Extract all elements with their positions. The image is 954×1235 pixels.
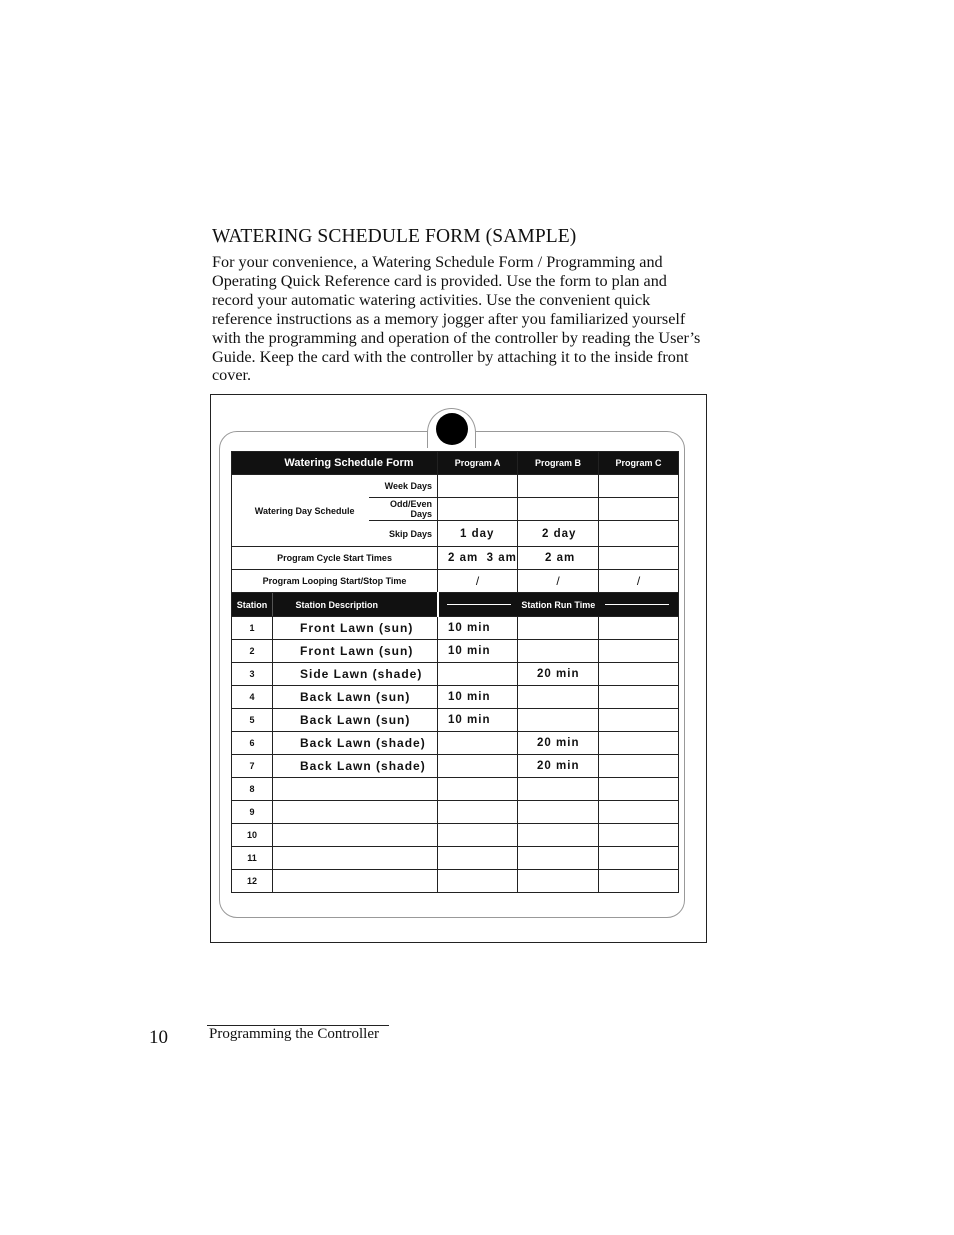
run-time-program-b[interactable]: [518, 801, 599, 824]
skip-days-b[interactable]: 2 day: [518, 521, 599, 547]
run-time-program-a[interactable]: 10 min: [438, 617, 518, 640]
station-number: 2: [232, 640, 273, 663]
run-time-program-c[interactable]: [599, 686, 679, 709]
station-number: 7: [232, 755, 273, 778]
week-days-a[interactable]: [438, 475, 518, 498]
run-time-program-c[interactable]: [599, 870, 679, 893]
section-heading: WATERING SCHEDULE FORM (SAMPLE): [212, 226, 577, 247]
run-time-program-c[interactable]: [599, 663, 679, 686]
runtime-header: [438, 593, 679, 617]
run-time-program-a[interactable]: [438, 663, 518, 686]
program-a-header: Program A: [438, 452, 518, 475]
footer-section-title: Programming the Controller: [209, 1026, 379, 1042]
station-row: [232, 686, 679, 709]
watering-schedule-table: [231, 451, 679, 893]
station-row: [232, 870, 679, 893]
station-row: [232, 778, 679, 801]
cycle-start-c[interactable]: [599, 547, 679, 570]
form-title: Watering Schedule Form: [232, 452, 438, 475]
run-time-program-b[interactable]: [518, 778, 599, 801]
week-days-label: Week Days: [369, 475, 438, 498]
run-time-program-c[interactable]: [599, 755, 679, 778]
run-time-program-b[interactable]: [518, 617, 599, 640]
run-time-program-b[interactable]: 20 min: [518, 755, 599, 778]
cycle-start-row: [232, 547, 679, 570]
description-header: Station Description: [273, 593, 438, 617]
run-time-program-a[interactable]: [438, 732, 518, 755]
station-number: 11: [232, 847, 273, 870]
station-description[interactable]: Front Lawn (sun): [273, 640, 438, 663]
run-time-program-b[interactable]: 20 min: [518, 663, 599, 686]
station-description[interactable]: [273, 870, 438, 893]
station-row: [232, 663, 679, 686]
odd-even-a[interactable]: [438, 498, 518, 521]
looping-label: Program Looping Start/Stop Time: [232, 570, 438, 593]
station-description[interactable]: Back Lawn (shade): [273, 732, 438, 755]
run-time-program-c[interactable]: [599, 778, 679, 801]
watering-day-schedule-label: Watering Day Schedule: [232, 475, 369, 547]
run-time-program-c[interactable]: [599, 709, 679, 732]
odd-even-days-label: Odd/Even Days: [369, 498, 438, 521]
station-description[interactable]: Back Lawn (sun): [273, 709, 438, 732]
table-header-row: [232, 452, 679, 475]
page-number: 10: [149, 1027, 168, 1048]
looping-c[interactable]: /: [599, 570, 679, 593]
station-row: [232, 847, 679, 870]
station-number: 5: [232, 709, 273, 732]
station-header-row: [232, 593, 679, 617]
station-number: 12: [232, 870, 273, 893]
station-row: [232, 801, 679, 824]
run-time-program-b[interactable]: 20 min: [518, 732, 599, 755]
station-row: [232, 709, 679, 732]
run-time-program-b[interactable]: [518, 640, 599, 663]
runtime-rule-right: [605, 604, 669, 605]
run-time-program-c[interactable]: [599, 801, 679, 824]
run-time-program-c[interactable]: [599, 847, 679, 870]
station-description[interactable]: Front Lawn (sun): [273, 617, 438, 640]
station-description[interactable]: [273, 824, 438, 847]
station-description[interactable]: Back Lawn (sun): [273, 686, 438, 709]
cycle-start-label: Program Cycle Start Times: [232, 547, 438, 570]
run-time-program-c[interactable]: [599, 617, 679, 640]
run-time-program-a[interactable]: [438, 870, 518, 893]
station-number: 4: [232, 686, 273, 709]
run-time-program-c[interactable]: [599, 640, 679, 663]
looping-a[interactable]: /: [438, 570, 518, 593]
station-number: 9: [232, 801, 273, 824]
run-time-program-c[interactable]: [599, 732, 679, 755]
station-number: 3: [232, 663, 273, 686]
station-row: [232, 617, 679, 640]
runtime-header-label: Station Run Time: [521, 599, 596, 610]
run-time-program-b[interactable]: [518, 824, 599, 847]
week-days-row: [232, 475, 679, 498]
odd-even-b[interactable]: [518, 498, 599, 521]
runtime-rule-left: [447, 604, 511, 605]
station-description[interactable]: Side Lawn (shade): [273, 663, 438, 686]
cycle-start-a[interactable]: 2 am 3 am: [438, 547, 518, 570]
run-time-program-b[interactable]: [518, 870, 599, 893]
skip-days-a[interactable]: 1 day: [438, 521, 518, 547]
station-description[interactable]: [273, 801, 438, 824]
station-header: Station: [232, 593, 273, 617]
skip-days-label: Skip Days: [369, 521, 438, 547]
odd-even-c[interactable]: [599, 498, 679, 521]
program-b-header: Program B: [518, 452, 599, 475]
station-row: [232, 824, 679, 847]
run-time-program-a[interactable]: [438, 801, 518, 824]
intro-paragraph: For your convenience, a Watering Schedule Form / Programming and Operating Quick Reference card is provided. Use the form to plan and record your automatic watering activities. Use the convenient quick reference instructions as a memory jogger after you familiarized yourself with the programming and operation of the controller by reading the User’s Guide. Keep the card with the controller by attaching it to the inside front cover.: [212, 253, 701, 385]
run-time-program-b[interactable]: [518, 686, 599, 709]
run-time-program-a[interactable]: 10 min: [438, 640, 518, 663]
week-days-c[interactable]: [599, 475, 679, 498]
run-time-program-c[interactable]: [599, 824, 679, 847]
run-time-program-a[interactable]: 10 min: [438, 709, 518, 732]
station-row: [232, 755, 679, 778]
run-time-program-a[interactable]: [438, 847, 518, 870]
looping-row: [232, 570, 679, 593]
week-days-b[interactable]: [518, 475, 599, 498]
station-description[interactable]: [273, 847, 438, 870]
looping-b[interactable]: /: [518, 570, 599, 593]
station-number: 10: [232, 824, 273, 847]
cycle-start-b[interactable]: 2 am: [518, 547, 599, 570]
run-time-program-a[interactable]: 10 min: [438, 686, 518, 709]
run-time-program-b[interactable]: [518, 847, 599, 870]
run-time-program-a[interactable]: [438, 824, 518, 847]
station-row: [232, 732, 679, 755]
program-c-header: Program C: [599, 452, 679, 475]
station-number: 8: [232, 778, 273, 801]
station-description[interactable]: [273, 778, 438, 801]
station-description[interactable]: Back Lawn (shade): [273, 755, 438, 778]
station-number: 1: [232, 617, 273, 640]
station-row: [232, 640, 679, 663]
run-time-program-b[interactable]: [518, 709, 599, 732]
hanger-hole-icon: [436, 413, 468, 445]
run-time-program-a[interactable]: [438, 778, 518, 801]
station-number: 6: [232, 732, 273, 755]
run-time-program-a[interactable]: [438, 755, 518, 778]
skip-days-c[interactable]: [599, 521, 679, 547]
